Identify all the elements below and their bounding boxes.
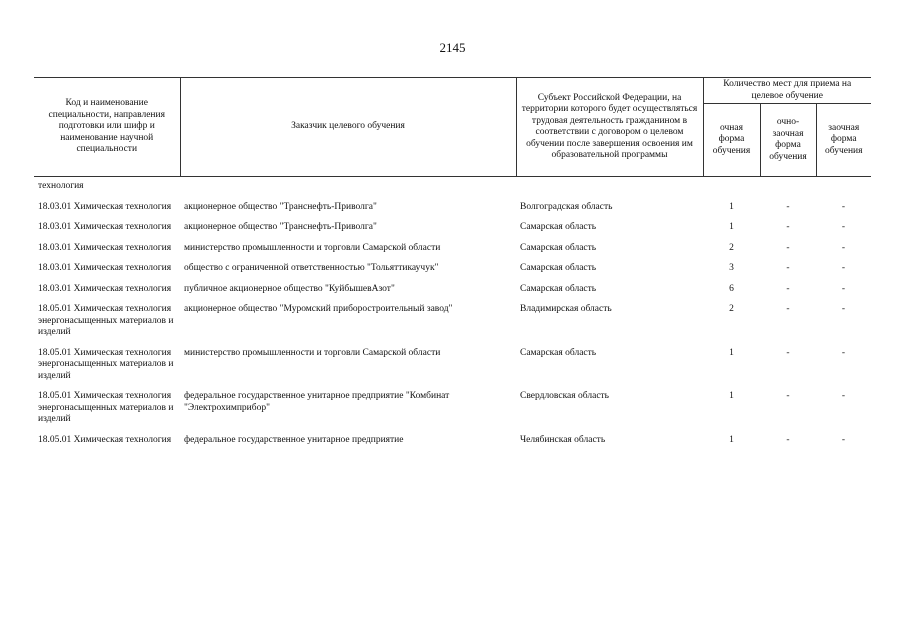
cell-region: Самарская область <box>520 283 597 294</box>
cell-code: 18.03.01 Химическая технология <box>38 283 172 294</box>
cell-customer: акционерное общество "Транснефть-Приволга" <box>184 201 377 212</box>
header-places: Количество мест для приема на целевое обучение <box>703 78 871 104</box>
cell-code: 18.05.01 Химическая технология энергонасыщенных материалов и изделий <box>38 347 174 381</box>
cell-distance: - <box>841 242 846 253</box>
table-row <box>34 389 871 433</box>
header-code: Код и наименование специальности, направления подготовки или шифр и наименование научной специальности <box>34 78 180 177</box>
cell-distance: - <box>841 434 846 445</box>
cell-code: 18.05.01 Химическая технология <box>38 434 172 445</box>
cell-distance: - <box>841 283 846 294</box>
header-distance: заочная форма обучения <box>816 104 871 177</box>
cell-distance: - <box>841 347 846 358</box>
cell-parttime: - <box>786 222 790 232</box>
cell-customer: федеральное государственное унитарное предприятие <box>184 434 404 445</box>
cell-parttime: - <box>786 391 790 401</box>
table-row <box>34 302 871 346</box>
table-row <box>34 220 871 241</box>
cell-fulltime: 2 <box>729 304 734 314</box>
header-customer: Заказчик целевого обучения <box>180 78 516 177</box>
table-header <box>34 78 871 177</box>
header-region: Субъект Российской Федерации, на территории которого будет осуществляться трудовая деятельность гражданином в соответствии с договором о целевом обучении после завершения освоения им образовательной программы <box>516 78 703 177</box>
cell-parttime: - <box>786 304 790 314</box>
quota-table <box>34 77 871 453</box>
cell-distance: - <box>841 304 846 314</box>
cell-region: Свердловская область <box>520 391 610 401</box>
cell-parttime: - <box>786 434 790 445</box>
table-row <box>34 346 871 390</box>
cell-region: Волгоградская область <box>520 201 613 212</box>
cell-distance: - <box>841 263 846 273</box>
cell-customer: акционерное общество "Транснефть-Приволга" <box>184 222 377 232</box>
cell-code: 18.05.01 Химическая технология энергонасыщенных материалов и изделий <box>38 391 174 424</box>
cell-parttime: - <box>786 263 790 273</box>
cell-customer: министерство промышленности и торговли Самарской области <box>184 347 441 358</box>
cell-code: 18.03.01 Химическая технология <box>38 263 172 273</box>
cell-fulltime: 2 <box>729 242 734 253</box>
cell-parttime: - <box>786 283 790 294</box>
table-row <box>34 433 871 454</box>
header-fulltime: очная форма обучения <box>703 104 760 177</box>
cell-customer: федеральное государственное унитарное предприятие "Комбинат "Электрохимприбор" <box>184 391 450 413</box>
cell-parttime: - <box>786 347 790 358</box>
continuation-row <box>34 177 871 200</box>
cell-customer: общество с ограниченной ответственностью "Тольяттикаучук" <box>184 263 439 273</box>
table-row <box>34 261 871 282</box>
cell-region: Самарская область <box>520 263 597 273</box>
cell-fulltime: 1 <box>729 201 734 212</box>
continuation-text: технология <box>38 181 84 191</box>
cell-fulltime: 3 <box>729 263 734 273</box>
cell-region: Самарская область <box>520 242 597 253</box>
cell-code: 18.05.01 Химическая технология энергонасыщенных материалов и изделий <box>38 304 174 337</box>
cell-customer: акционерное общество "Муромский приборостроительный завод" <box>184 304 453 314</box>
header-parttime: очно-заочная форма обучения <box>760 104 816 177</box>
cell-fulltime: 1 <box>729 347 734 358</box>
cell-code: 18.03.01 Химическая технология <box>38 201 172 212</box>
page-number: 2145 <box>439 40 466 55</box>
cell-fulltime: 1 <box>729 391 734 401</box>
cell-region: Самарская область <box>520 222 597 232</box>
table-body <box>34 177 871 454</box>
cell-region: Владимирская область <box>520 304 612 314</box>
cell-code: 18.03.01 Химическая технология <box>38 222 172 232</box>
cell-parttime: - <box>786 242 790 253</box>
cell-distance: - <box>841 222 846 232</box>
table-row <box>34 282 871 303</box>
table-row <box>34 200 871 221</box>
cell-parttime: - <box>786 201 790 212</box>
cell-customer: публичное акционерное общество "КуйбышевАзот" <box>184 283 395 294</box>
cell-code: 18.03.01 Химическая технология <box>38 242 172 253</box>
cell-fulltime: 1 <box>729 434 734 445</box>
cell-customer: министерство промышленности и торговли Самарской области <box>184 242 441 253</box>
cell-distance: - <box>841 201 846 212</box>
table-row <box>34 241 871 262</box>
cell-region: Самарская область <box>520 347 597 358</box>
cell-fulltime: 6 <box>729 283 734 294</box>
cell-distance: - <box>841 391 846 401</box>
cell-region: Челябинская область <box>520 434 606 445</box>
cell-fulltime: 1 <box>729 222 734 232</box>
quota-table-container <box>34 77 871 453</box>
